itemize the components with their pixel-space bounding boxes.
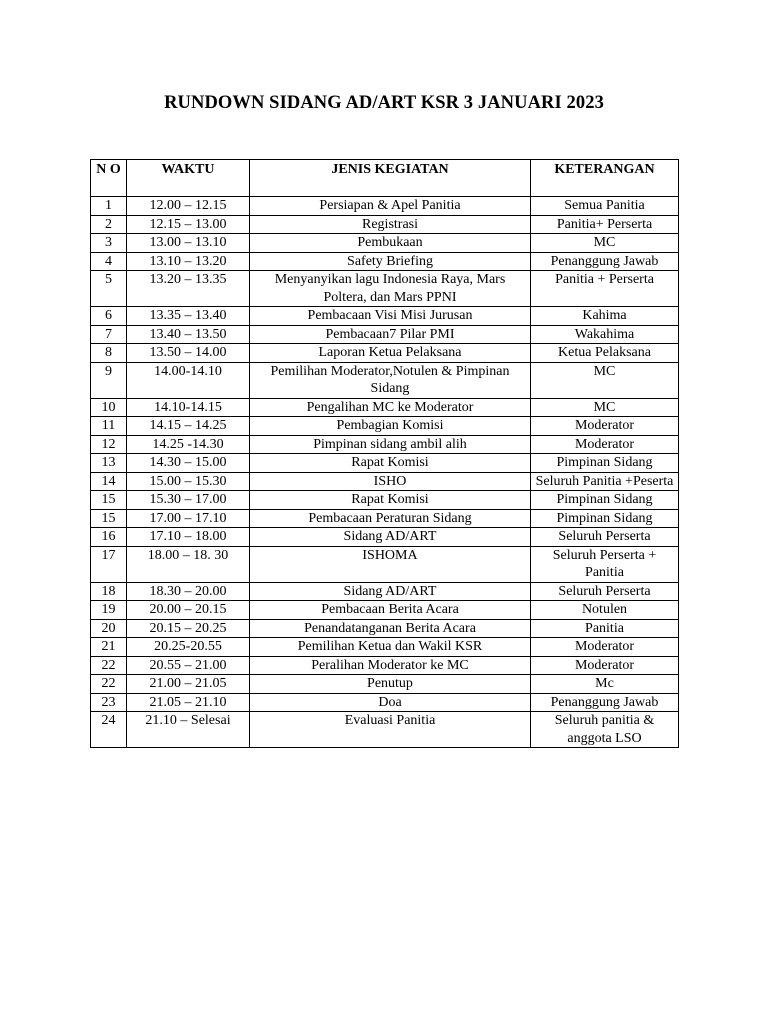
cell-no: 15: [91, 491, 127, 510]
cell-note: Moderator: [531, 435, 679, 454]
cell-no: 11: [91, 417, 127, 436]
table-row: [91, 344, 679, 363]
cell-activity: Pembacaan Peraturan Sidang: [250, 509, 531, 528]
cell-no: 19: [91, 601, 127, 620]
cell-note: Seluruh Panitia +Peserta: [531, 472, 679, 491]
cell-activity: Penandatanganan Berita Acara: [250, 619, 531, 638]
cell-no: 10: [91, 398, 127, 417]
cell-time: 14.15 – 14.25: [127, 417, 250, 436]
table-row: [91, 582, 679, 601]
cell-no: 6: [91, 307, 127, 326]
cell-no: 7: [91, 325, 127, 344]
cell-note: Seluruh Perserta: [531, 528, 679, 547]
cell-no: 2: [91, 215, 127, 234]
cell-activity: Pemilihan Moderator,Notulen & Pimpinan Sidang: [250, 362, 531, 398]
cell-time: 17.10 – 18.00: [127, 528, 250, 547]
table-row: [91, 325, 679, 344]
table-row: [91, 307, 679, 326]
cell-time: 15.00 – 15.30: [127, 472, 250, 491]
cell-activity: Laporan Ketua Pelaksana: [250, 344, 531, 363]
cell-no: 15: [91, 509, 127, 528]
cell-time: 13.10 – 13.20: [127, 252, 250, 271]
cell-time: 20.15 – 20.25: [127, 619, 250, 638]
cell-note: Seluruh panitia & anggota LSO: [531, 712, 679, 748]
cell-note: MC: [531, 362, 679, 398]
cell-note: Panitia: [531, 619, 679, 638]
cell-no: 5: [91, 271, 127, 307]
header-activity: JENIS KEGIATAN: [250, 160, 531, 197]
cell-activity: Pembacaan7 Pilar PMI: [250, 325, 531, 344]
cell-activity: Safety Briefing: [250, 252, 531, 271]
cell-no: 4: [91, 252, 127, 271]
header-row: [91, 160, 679, 197]
cell-no: 14: [91, 472, 127, 491]
cell-no: 21: [91, 638, 127, 657]
table-row: [91, 509, 679, 528]
cell-no: 24: [91, 712, 127, 748]
table-row: [91, 638, 679, 657]
cell-no: 9: [91, 362, 127, 398]
rundown-table: [90, 159, 679, 748]
cell-no: 1: [91, 197, 127, 216]
cell-activity: Persiapan & Apel Panitia: [250, 197, 531, 216]
cell-time: 13.20 – 13.35: [127, 271, 250, 307]
cell-no: 18: [91, 582, 127, 601]
cell-no: 17: [91, 546, 127, 582]
cell-time: 13.40 – 13.50: [127, 325, 250, 344]
table-row: [91, 693, 679, 712]
header-time: WAKTU: [127, 160, 250, 197]
table-body: [91, 197, 679, 748]
cell-no: 23: [91, 693, 127, 712]
cell-time: 13.50 – 14.00: [127, 344, 250, 363]
cell-activity: Menyanyikan lagu Indonesia Raya, Mars Poltera, dan Mars PPNI: [250, 271, 531, 307]
cell-no: 20: [91, 619, 127, 638]
table-row: [91, 619, 679, 638]
table-header: [91, 160, 679, 197]
cell-time: 21.00 – 21.05: [127, 675, 250, 694]
cell-time: 20.55 – 21.00: [127, 656, 250, 675]
cell-no: 16: [91, 528, 127, 547]
cell-note: Pimpinan Sidang: [531, 509, 679, 528]
cell-no: 22: [91, 675, 127, 694]
cell-note: Penanggung Jawab: [531, 693, 679, 712]
cell-activity: ISHO: [250, 472, 531, 491]
cell-note: Panitia+ Perserta: [531, 215, 679, 234]
cell-activity: Pembukaan: [250, 234, 531, 253]
cell-time: 17.00 – 17.10: [127, 509, 250, 528]
header-note: KETERANGAN: [531, 160, 679, 197]
table-row: [91, 528, 679, 547]
cell-activity: Rapat Komisi: [250, 491, 531, 510]
cell-no: 22: [91, 656, 127, 675]
table-row: [91, 234, 679, 253]
cell-note: Kahima: [531, 307, 679, 326]
cell-time: 15.30 – 17.00: [127, 491, 250, 510]
cell-activity: ISHOMA: [250, 546, 531, 582]
table-row: [91, 435, 679, 454]
table-row: [91, 491, 679, 510]
table-row: [91, 215, 679, 234]
cell-activity: Rapat Komisi: [250, 454, 531, 473]
cell-activity: Registrasi: [250, 215, 531, 234]
cell-note: MC: [531, 398, 679, 417]
cell-no: 8: [91, 344, 127, 363]
table-row: [91, 417, 679, 436]
cell-no: 3: [91, 234, 127, 253]
table-row: [91, 472, 679, 491]
cell-note: Mc: [531, 675, 679, 694]
cell-no: 13: [91, 454, 127, 473]
cell-note: Penanggung Jawab: [531, 252, 679, 271]
cell-activity: Peralihan Moderator ke MC: [250, 656, 531, 675]
cell-time: 18.30 – 20.00: [127, 582, 250, 601]
cell-activity: Pembagian Komisi: [250, 417, 531, 436]
cell-activity: Pemilihan Ketua dan Wakil KSR: [250, 638, 531, 657]
cell-note: Seluruh Perserta: [531, 582, 679, 601]
cell-time: 14.00-14.10: [127, 362, 250, 398]
cell-time: 14.30 – 15.00: [127, 454, 250, 473]
cell-note: Pimpinan Sidang: [531, 454, 679, 473]
cell-note: Moderator: [531, 656, 679, 675]
cell-note: Semua Panitia: [531, 197, 679, 216]
page-title: RUNDOWN SIDANG AD/ART KSR 3 JANUARI 2023: [164, 93, 604, 113]
cell-time: 14.25 -14.30: [127, 435, 250, 454]
table-row: [91, 271, 679, 307]
cell-activity: Penutup: [250, 675, 531, 694]
header-no: N O: [91, 160, 127, 197]
cell-time: 12.00 – 12.15: [127, 197, 250, 216]
cell-note: Panitia + Perserta: [531, 271, 679, 307]
cell-time: 12.15 – 13.00: [127, 215, 250, 234]
cell-activity: Doa: [250, 693, 531, 712]
cell-time: 21.05 – 21.10: [127, 693, 250, 712]
cell-activity: Pembacaan Berita Acara: [250, 601, 531, 620]
table-row: [91, 362, 679, 398]
cell-activity: Sidang AD/ART: [250, 528, 531, 547]
cell-note: Moderator: [531, 417, 679, 436]
cell-note: Pimpinan Sidang: [531, 491, 679, 510]
cell-time: 20.00 – 20.15: [127, 601, 250, 620]
table-row: [91, 454, 679, 473]
cell-activity: Pembacaan Visi Misi Jurusan: [250, 307, 531, 326]
table-row: [91, 546, 679, 582]
cell-no: 12: [91, 435, 127, 454]
cell-note: MC: [531, 234, 679, 253]
cell-time: 20.25-20.55: [127, 638, 250, 657]
table-row: [91, 675, 679, 694]
cell-time: 18.00 – 18. 30: [127, 546, 250, 582]
cell-time: 14.10-14.15: [127, 398, 250, 417]
table-row: [91, 197, 679, 216]
table-row: [91, 252, 679, 271]
cell-note: Notulen: [531, 601, 679, 620]
cell-note: Seluruh Perserta + Panitia: [531, 546, 679, 582]
table-row: [91, 712, 679, 748]
table-row: [91, 601, 679, 620]
cell-activity: Sidang AD/ART: [250, 582, 531, 601]
cell-activity: Pengalihan MC ke Moderator: [250, 398, 531, 417]
cell-activity: Evaluasi Panitia: [250, 712, 531, 748]
cell-activity: Pimpinan sidang ambil alih: [250, 435, 531, 454]
cell-note: Moderator: [531, 638, 679, 657]
cell-time: 13.00 – 13.10: [127, 234, 250, 253]
cell-time: 13.35 – 13.40: [127, 307, 250, 326]
cell-time: 21.10 – Selesai: [127, 712, 250, 748]
cell-note: Wakahima: [531, 325, 679, 344]
cell-note: Ketua Pelaksana: [531, 344, 679, 363]
table-row: [91, 398, 679, 417]
table-row: [91, 656, 679, 675]
